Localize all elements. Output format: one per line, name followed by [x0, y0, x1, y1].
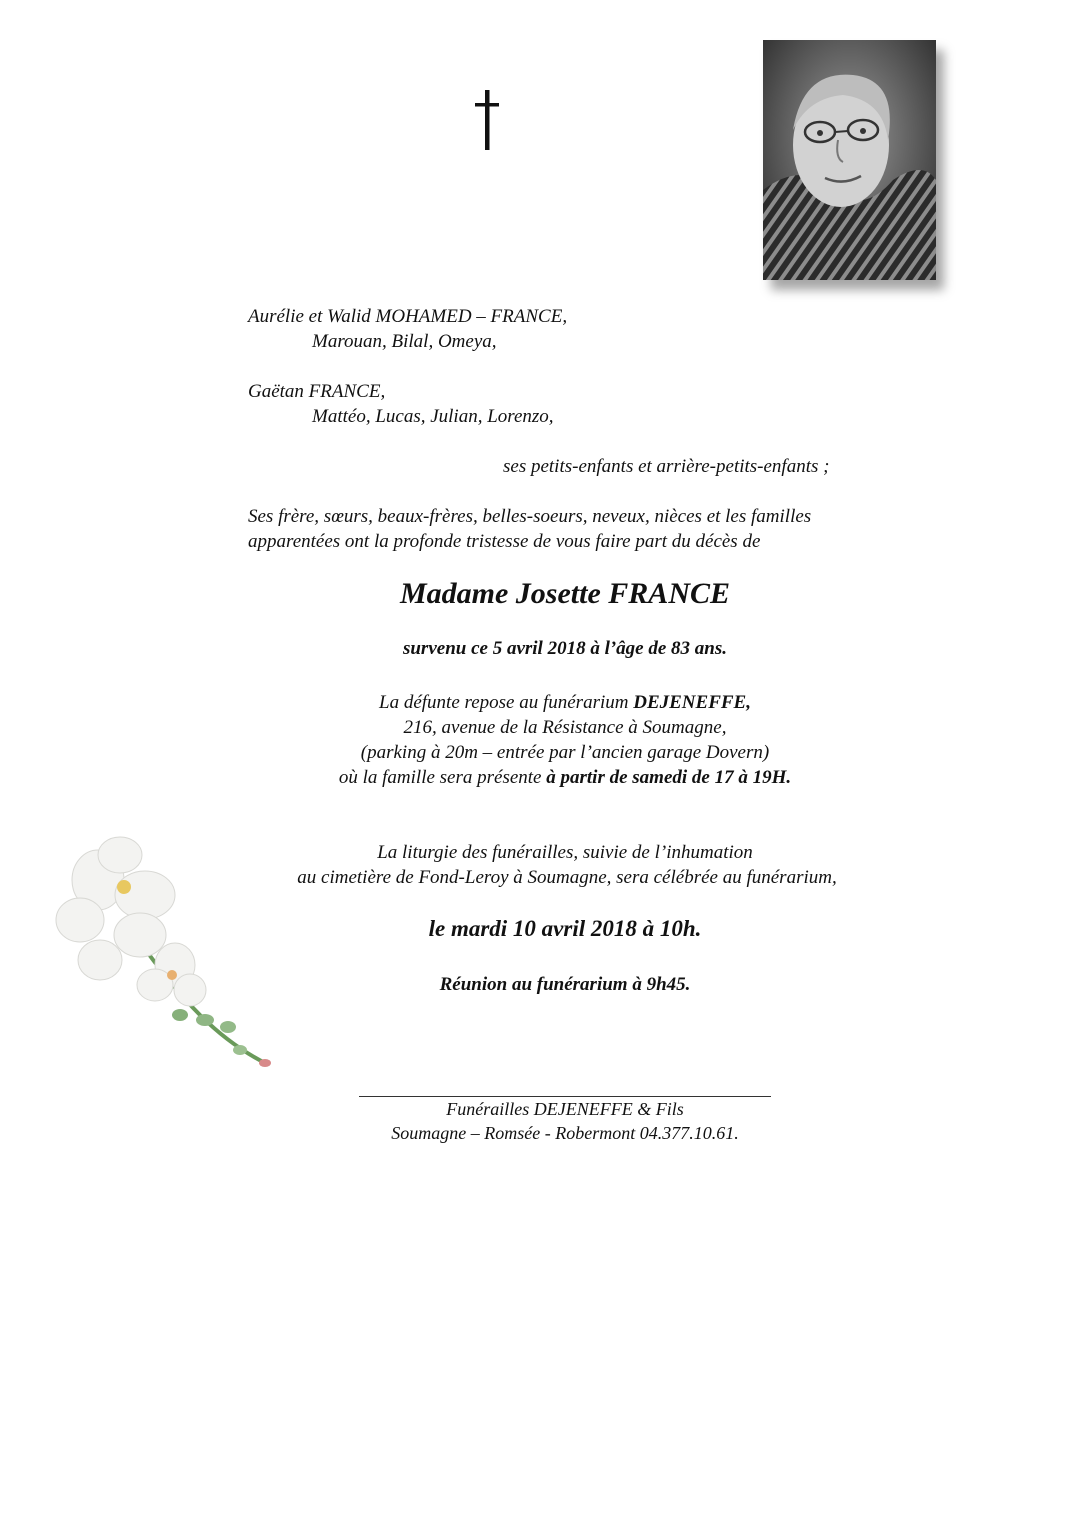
family-line-1-children: Marouan, Bilal, Omeya,	[312, 331, 497, 352]
funeral-line-1: La liturgie des funérailles, suivie de l’inhumation	[377, 842, 753, 863]
family-line-2: Gaëtan FRANCE,	[248, 381, 386, 402]
deceased-name: Madame Josette FRANCE	[399, 577, 730, 610]
rest-parking: (parking à 20m – entrée par l’ancien garage Dovern)	[360, 742, 770, 763]
portrait-photo	[763, 40, 936, 280]
footer-line-1: Funérailles DEJENEFFE & Fils	[446, 1099, 684, 1119]
cross-icon	[472, 90, 502, 150]
meeting-info: Réunion au funérarium à 9h45.	[439, 974, 691, 995]
rest-line-4-text: où la famille sera présente	[338, 767, 547, 788]
grandchildren-line: ses petits-enfants et arrière-petits-enfants ;	[503, 456, 830, 477]
relatives-line-1: Ses frère, sœurs, beaux-frères, belles-soeurs, neveux, nièces et les familles	[248, 506, 812, 527]
death-info: survenu ce 5 avril 2018 à l’âge de 83 ans.	[402, 638, 728, 659]
rest-line-4	[0, 766, 1075, 790]
footer-line-2: Soumagne – Romsée - Robermont 04.377.10.61.	[391, 1123, 739, 1143]
rest-address: 216, avenue de la Résistance à Soumagne,	[403, 717, 727, 738]
funeral-line-2: au cimetière de Fond-Leroy à Soumagne, sera célébrée au funérarium,	[297, 867, 837, 888]
funeral-home-name: DEJENEFFE,	[633, 692, 751, 713]
visiting-hours: à partir de samedi de 17 à 19H.	[546, 767, 792, 788]
funeral-date: le mardi 10 avril 2018 à 10h.	[428, 916, 702, 941]
family-line-2-children: Mattéo, Lucas, Julian, Lorenzo,	[312, 406, 554, 427]
rest-line-1-text: La défunte repose au funérarium	[379, 692, 634, 713]
relatives-line-2: apparentées ont la profonde tristesse de vous faire part du décès de	[248, 531, 761, 552]
rest-line-1	[0, 691, 1075, 715]
family-line-1: Aurélie et Walid MOHAMED – FRANCE,	[248, 306, 568, 327]
